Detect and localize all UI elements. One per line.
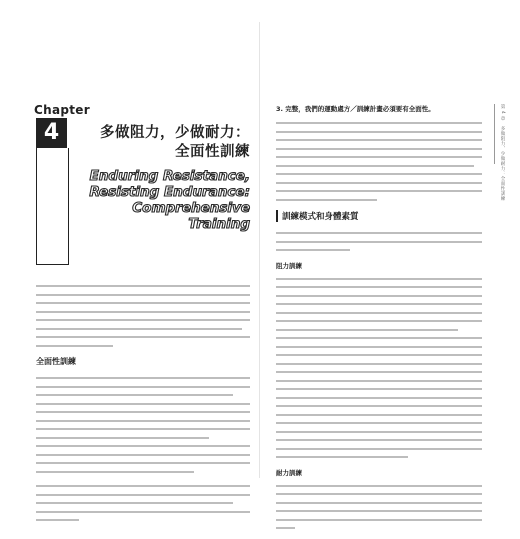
text-line (36, 442, 250, 451)
text-line (36, 374, 250, 383)
text-line (276, 482, 482, 491)
text-line (276, 343, 482, 352)
chapter-title-en-3: Comprehensive Training (132, 200, 250, 232)
text-line (36, 468, 220, 477)
text-line (276, 145, 482, 154)
text-line (276, 436, 482, 445)
text-line (36, 417, 250, 426)
text-line (36, 282, 250, 291)
body-paragraph-2 (36, 482, 250, 525)
text-line (276, 119, 482, 128)
text-line (276, 136, 482, 145)
text-line (276, 283, 482, 292)
text-line (36, 451, 250, 460)
text-line (36, 299, 250, 308)
subheading-endurance: 耐力訓練 (276, 468, 302, 477)
text-line (276, 246, 400, 255)
section-heading-comprehensive: 全面性訓練 (36, 357, 76, 366)
text-line (276, 411, 482, 420)
chapter-title-zh-2: 全面性訓練 (175, 144, 250, 160)
text-line (276, 385, 482, 394)
chapter-label: Chapter (34, 103, 90, 117)
chapter-title-en-2: Resisting Endurance: (89, 184, 250, 200)
text-line (36, 316, 250, 325)
heading-training-modes: 訓練模式和身體素質 (276, 210, 482, 222)
running-head-bar (494, 104, 495, 164)
page-gutter (259, 22, 260, 478)
text-line (36, 516, 132, 525)
chapter-title-en-1: Enduring Resistance, (89, 168, 250, 184)
text-line (36, 491, 250, 500)
right-paragraph-4 (276, 482, 482, 533)
right-paragraph-1 (276, 119, 482, 204)
chapter-frame (36, 148, 69, 265)
text-line (36, 333, 250, 342)
chapter-number: 4 (36, 118, 67, 148)
text-line (276, 162, 478, 171)
text-line (276, 360, 482, 369)
left-page-body (36, 282, 250, 531)
text-line (276, 187, 482, 196)
text-line (276, 394, 482, 403)
chapter-title-zh-1: 多做阻力，少做耐力： (100, 125, 250, 141)
text-line (36, 291, 250, 300)
text-line (276, 128, 482, 137)
text-line (276, 507, 482, 516)
text-line (36, 508, 250, 517)
text-line (276, 377, 482, 386)
intro-paragraph (36, 282, 250, 350)
text-line (36, 459, 250, 468)
text-line (36, 391, 241, 400)
text-line (276, 490, 482, 499)
text-line (36, 383, 250, 392)
text-line (276, 275, 482, 284)
text-line (36, 425, 250, 434)
text-line (276, 153, 482, 162)
text-line (276, 351, 482, 360)
text-line (36, 325, 246, 334)
text-line (276, 368, 482, 377)
text-line (276, 524, 338, 533)
text-line (276, 179, 482, 188)
text-line (276, 453, 441, 462)
text-line (276, 334, 482, 343)
running-head: 第 4 章 多做阻力，少做耐力：全面性訓練 (500, 104, 505, 202)
text-line (276, 445, 482, 454)
text-line (276, 317, 482, 326)
text-line (276, 326, 470, 335)
right-page-body (276, 104, 482, 539)
text-line (36, 499, 241, 508)
body-paragraph-1 (36, 374, 250, 476)
text-line (36, 308, 250, 317)
text-line (276, 238, 482, 247)
text-line (276, 402, 482, 411)
text-line (276, 292, 482, 301)
text-line (36, 400, 250, 409)
text-line (276, 516, 482, 525)
text-line (36, 408, 250, 417)
chapter-title-en (80, 168, 250, 232)
text-line (276, 300, 482, 309)
section-3-title: 3. 完整，我們的運動處方／訓練計畫必須要有全面性。 (276, 105, 435, 113)
text-line (276, 428, 482, 437)
text-line (36, 342, 164, 351)
text-line (276, 170, 482, 179)
right-paragraph-2 (276, 229, 482, 255)
chapter-title-block (80, 124, 250, 232)
text-line (276, 419, 482, 428)
text-line (36, 434, 229, 443)
right-paragraph-3 (276, 275, 482, 462)
text-line (276, 196, 420, 205)
text-line (276, 229, 482, 238)
text-line (36, 482, 250, 491)
subheading-resistance: 阻力訓練 (276, 261, 302, 270)
text-line (276, 309, 482, 318)
